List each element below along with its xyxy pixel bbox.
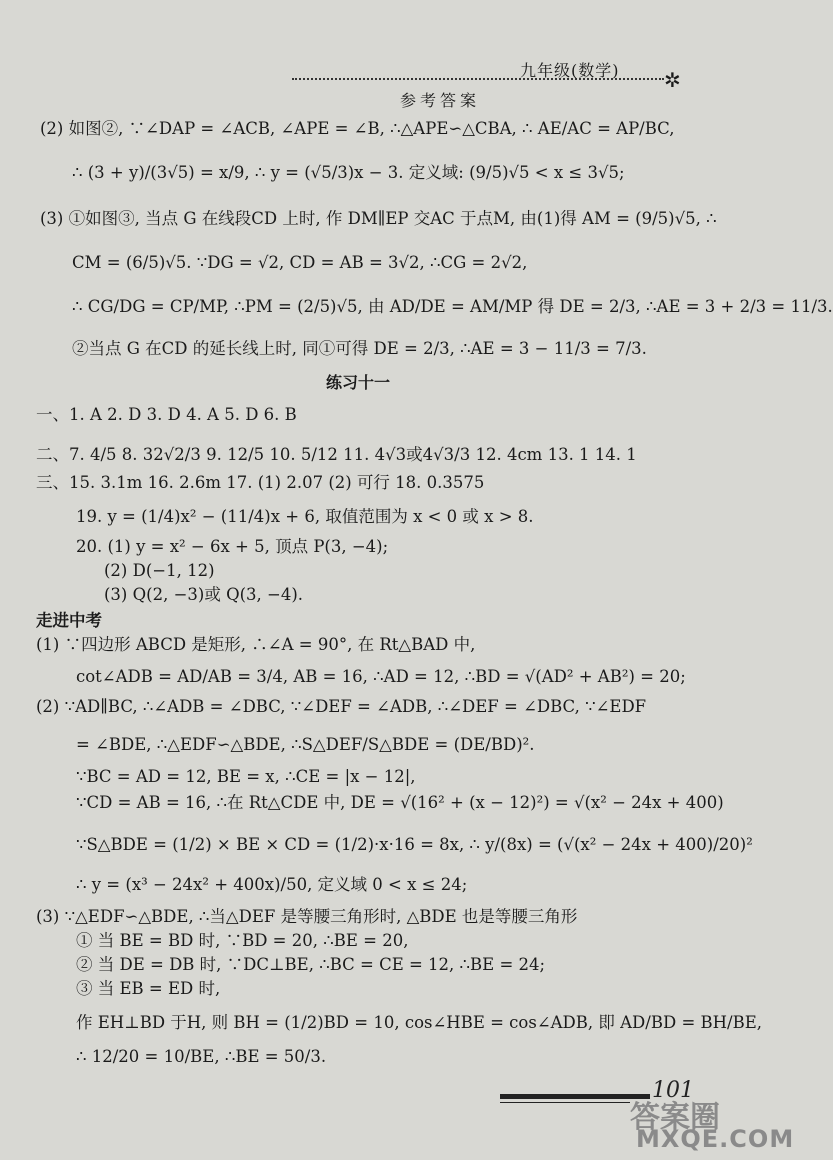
answer-line: ∵BC = AD = 12, BE = x, ∴CE = |x − 12|, <box>76 767 416 786</box>
answer-line: (2) D(−1, 12) <box>104 561 215 580</box>
answer-line: 作 EH⊥BD 于H, 则 BH = (1/2)BD = 10, cos∠HBE = cos∠ADB, 即 AD/BD = BH/BE, <box>76 1013 763 1032</box>
answer-line: ∵S△BDE = (1/2) × BE × CD = (1/2)·x·16 = 8x, ∴ y/(8x) = (√(x² − 24x + 400)/20)² <box>76 835 753 854</box>
answer-line: 20. (1) y = x² − 6x + 5, 顶点 P(3, −4); <box>76 537 389 556</box>
answer-line: ∴ (3 + y)/(3√5) = x/9, ∴ y = (√5/3)x − 3. 定义域: (9/5)√5 < x ≤ 3√5; <box>72 163 625 182</box>
watermark-url: MXQE.COM <box>636 1125 795 1153</box>
answer-line: (3) ∵△EDF∽△BDE, ∴当△DEF 是等腰三角形时, △BDE 也是等腰三角形 <box>36 907 578 926</box>
answer-line: 三、15. 3.1m 16. 2.6m 17. (1) 2.07 (2) 可行 18. 0.3575 <box>36 473 485 492</box>
answer-line: ③ 当 EB = ED 时, <box>76 979 221 998</box>
answer-line: 二、7. 4/5 8. 32√2/3 9. 12/5 10. 5/12 11. 4√3或4√3/3 12. 4cm 13. 1 14. 1 <box>36 445 637 464</box>
star-ornament-icon: ✲ <box>664 68 681 92</box>
answer-line: 一、1. A 2. D 3. D 4. A 5. D 6. B <box>36 405 297 424</box>
answer-line: ∵CD = AB = 16, ∴在 Rt△CDE 中, DE = √(16² + (x − 12)²) = √(x² − 24x + 400) <box>76 793 724 812</box>
answer-line: ∴ 12/20 = 10/BE, ∴BE = 50/3. <box>76 1047 327 1066</box>
exercise-title: 练习十一 <box>326 373 391 392</box>
answer-line: ②当点 G 在CD 的延长线上时, 同①可得 DE = 2/3, ∴AE = 3 − 11/3 = 7/3. <box>72 339 647 358</box>
answer-line: CM = (6/5)√5. ∵DG = √2, CD = AB = 3√2, ∴CG = 2√2, <box>72 253 528 272</box>
answer-line: 走进中考 <box>36 611 102 630</box>
answer-line: cot∠ADB = AD/AB = 3/4, AB = 16, ∴AD = 12, ∴BD = √(AD² + AB²) = 20; <box>76 667 686 686</box>
answer-line: (3) Q(2, −3)或 Q(3, −4). <box>104 585 304 604</box>
footer-rule-thin <box>500 1102 630 1103</box>
answer-line: ① 当 BE = BD 时, ∵BD = 20, ∴BE = 20, <box>76 931 409 950</box>
footer-rule <box>500 1094 650 1099</box>
section-title: 参考答案 <box>400 91 481 110</box>
answer-line: ∴ y = (x³ − 24x² + 400x)/50, 定义域 0 < x ≤ 24; <box>76 875 468 894</box>
page-number: 101 <box>652 1078 694 1103</box>
answer-line: 19. y = (1/4)x² − (11/4)x + 6, 取值范围为 x < 0 或 x > 8. <box>76 507 534 526</box>
answer-line: (2) ∵AD∥BC, ∴∠ADB = ∠DBC, ∵∠DEF = ∠ADB, ∴∠DEF = ∠DBC, ∵∠EDF <box>36 697 647 716</box>
header-title: 九年级(数学) <box>520 61 620 80</box>
answer-line: ∴ CG/DG = CP/MP, ∴PM = (2/5)√5, 由 AD/DE = AM/MP 得 DE = 2/3, ∴AE = 3 + 2/3 = 11/3. <box>72 297 833 316</box>
watermark-logo: 答案圈 <box>630 1100 720 1135</box>
answer-line: (3) ①如图③, 当点 G 在线段CD 上时, 作 DM∥EP 交AC 于点M, 由(1)得 AM = (9/5)√5, ∴ <box>40 209 717 228</box>
answer-line: (1) ∵四边形 ABCD 是矩形, ∴∠A = 90°, 在 Rt△BAD 中, <box>36 635 476 654</box>
answer-line: (2) 如图②, ∵∠DAP = ∠ACB, ∠APE = ∠B, ∴△APE∽△CBA, ∴ AE/AC = AP/BC, <box>40 119 675 138</box>
answer-line: = ∠BDE, ∴△EDF∽△BDE, ∴S△DEF/S△BDE = (DE/BD)². <box>76 735 535 754</box>
answer-line: ② 当 DE = DB 时, ∵DC⊥BE, ∴BC = CE = 12, ∴BE = 24; <box>76 955 546 974</box>
header-dotted-rule <box>292 78 664 80</box>
